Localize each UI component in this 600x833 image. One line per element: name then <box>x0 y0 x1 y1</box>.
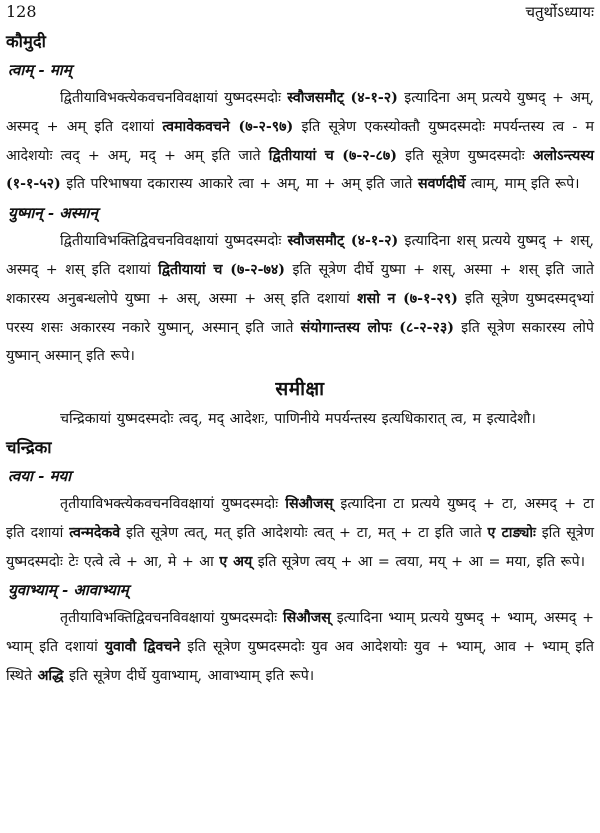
paragraph-yushman-asman: द्वितीयाविभक्तिद्विवचनविवक्षायां युष्मदस्मदोः स्वौजसमौट् (४-१-२) इत्यादिना शस् प्रत्यये युष्मद् + शस्, अस्मद् + शस् इति दशायां द्वितीयायां च (७-२-७४) इति सूत्रेण दीर्घे युष्मा + शस्, अस्मा + शस् इति जाते शकारस्य अनुबन्धलोपे युष्मा + अस्, अस्मा + अस् इति दशायां शसो न (७-१-२९) इति सूत्रेण युष्मदस्मद्भ्यां परस्य शसः अकारस्य नकारे युष्मान्, अस्मान् इति जाते संयोगान्तस्य लोपः (८-२-२३) इति सूत्रेण सकारस्य लोपे युष्मान् अस्मान् इति रूपे। <box>6 233 594 365</box>
chapter-title: चतुर्थोऽध्यायः <box>525 3 594 21</box>
subheading-yushman-asman: युष्मान् - अस्मान् <box>8 204 98 223</box>
running-head <box>6 0 594 28</box>
page-number: 128 <box>6 2 37 21</box>
section-heading-kaumudi: कौमुदी <box>6 32 46 51</box>
paragraph-yuvabhyam-avabhyam: तृतीयाविभक्तिद्विवचनविवक्षायां युष्मदस्मदोः सिऔजस् इत्यादिना भ्याम् प्रत्यये युष्मद् + भ्याम्, अस्मद् + भ्याम् इति दशायां युवावौ द्विवचने इति सूत्रेण युष्मदस्मदोः युव अव आदेशयोः युव + भ्याम्, आव + भ्याम् इति स्थिते अद्धि इति सूत्रेण दीर्घे युवाभ्याम्, आवाभ्याम् इति रूपे। <box>6 610 595 684</box>
subheading-yuvabhyam-avabhyam: युवाभ्याम् - आवाभ्याम् <box>8 581 129 600</box>
paragraph-tvam-mam: द्वितीयाविभक्त्येकवचनविवक्षायां युष्मदस्मदोः स्वौजसमौट् (४-१-२) इत्यादिना अम् प्रत्यये युष्मद् + अम्, अस्मद् + अम् इति दशायां त्वमावेकवचने (७-२-९७) इति सूत्रेण एकस्योक्तौ युष्मदस्मदोः मपर्यन्तस्य त्व - म आदेशयोः त्वद् + अम्, मद् + अम् इति जाते द्वितीयायां च (७-२-८७) इति सूत्रेण युष्मदस्मदोः अलोऽन्त्यस्य (१-१-५२) इति परिभाषया दकारास्य आकारे त्वा + अम्, मा + अम् इति जाते सवर्णदीर्घे त्वाम्, माम् इति रूपे। <box>6 90 594 193</box>
paragraph-samiksha: चन्द्रिकायां युष्मदस्मदोः त्वद्, मद् आदेशः, पाणिनीये मपर्यन्तस्य इत्यधिकारात् त्व, म इत्यादेशौ। <box>60 411 536 428</box>
paragraph-tvaya-maya: तृतीयाविभक्त्येकवचनविवक्षायां युष्मदस्मदोः सिऔजस् इत्यादिना टा प्रत्यये युष्मद् + टा, अस्मद् + टा इति दशायां त्वन्मदेकवे इति सूत्रेण त्वत्, मत् इति आदेशयोः त्वत् + टा, मत् + टा इति जाते ए टाङ्योः इति सूत्रेण युष्मदस्मदोः टेः एत्वे त्वे + आ, मे + आ ए अय् इति सूत्रेण त्वय् + आ = त्वया, मय् + आ = मया, इति रूपे। <box>6 495 594 570</box>
section-heading-chandrika: चन्द्रिका <box>6 437 52 457</box>
section-heading-samiksha: समीक्षा <box>275 378 325 401</box>
subheading-tvam-mam: त्वाम् - माम् <box>8 61 72 79</box>
subheading-tvaya-maya: त्वया - मया <box>8 466 72 485</box>
